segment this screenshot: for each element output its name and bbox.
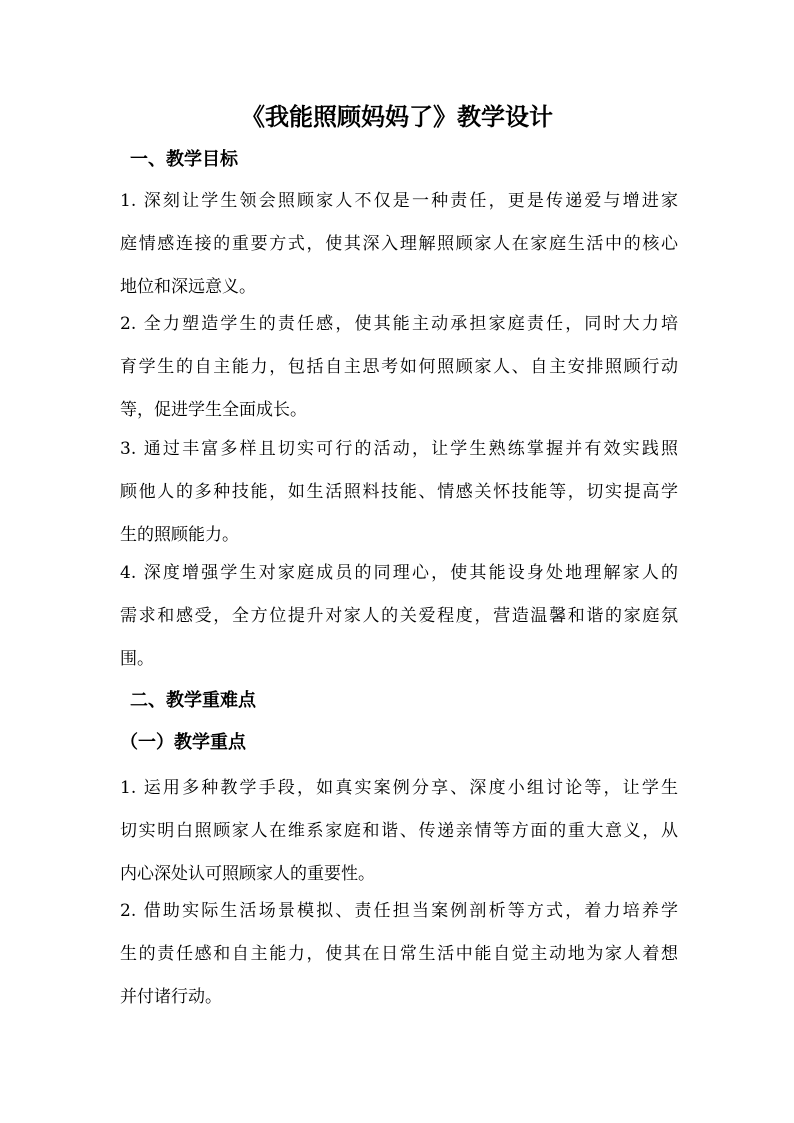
paragraph-line: 育学生的自主能力，包括自主思考如何照顾家人、自主安排照顾行动 [120, 357, 678, 377]
paragraph-line: 需求和感受，全方位提升对家人的关爱程度，营造温馨和谐的家庭氛 [120, 606, 678, 626]
objective-item-1 [120, 180, 678, 309]
paragraph-line: 切实明白照顾家人在维系家庭和谐、传递亲情等方面的重大意义，从 [120, 821, 678, 841]
objective-item-2 [120, 303, 678, 432]
document-title: 《我能照顾妈妈了》教学设计 [241, 103, 553, 131]
paragraph-line: 2. 借助实际生活场景模拟、责任担当案例剖析等方式，着力培养学 [120, 901, 678, 921]
paragraph-line: 等，促进学生全面成长。 [120, 400, 307, 420]
paragraph-line: 顾他人的多种技能，如生活照料技能、情感关怀技能等，切实提高学 [120, 482, 678, 502]
key-point-item-2 [120, 890, 678, 1019]
objective-item-3 [120, 428, 678, 557]
paragraph-line: 生的照顾能力。 [120, 525, 239, 545]
paragraph-line: 地位和深远意义。 [120, 277, 256, 297]
paragraph-line: 庭情感连接的重要方式，使其深入理解照顾家人在家庭生活中的核心 [120, 234, 678, 254]
paragraph-line: 4. 深度增强学生对家庭成员的同理心，使其能设身处地理解家人的 [120, 563, 678, 583]
section-heading-key-difficulties: 二、教学重难点 [130, 690, 256, 711]
paragraph-line: 3. 通过丰富多样且切实可行的活动，让学生熟练掌握并有效实践照 [120, 439, 678, 459]
subsection-heading-key-points: （一）教学重点 [120, 732, 246, 753]
paragraph-line: 1. 运用多种教学手段，如真实案例分享、深度小组讨论等，让学生 [120, 778, 678, 798]
paragraph-line: 内心深处认可照顾家人的重要性。 [120, 864, 375, 884]
objective-item-4 [120, 552, 678, 681]
paragraph-line: 1. 深刻让学生领会照顾家人不仅是一种责任，更是传递爱与增进家 [120, 191, 678, 211]
paragraph-line: 并付诸行动。 [120, 987, 222, 1007]
section-heading-teaching-objectives: 一、教学目标 [130, 149, 238, 170]
key-point-item-1 [120, 767, 678, 896]
paragraph-line: 2. 全力塑造学生的责任感，使其能主动承担家庭责任，同时大力培 [120, 314, 678, 334]
paragraph-line: 围。 [120, 649, 154, 669]
paragraph-line: 生的责任感和自主能力，使其在日常生活中能自觉主动地为家人着想 [120, 944, 678, 964]
